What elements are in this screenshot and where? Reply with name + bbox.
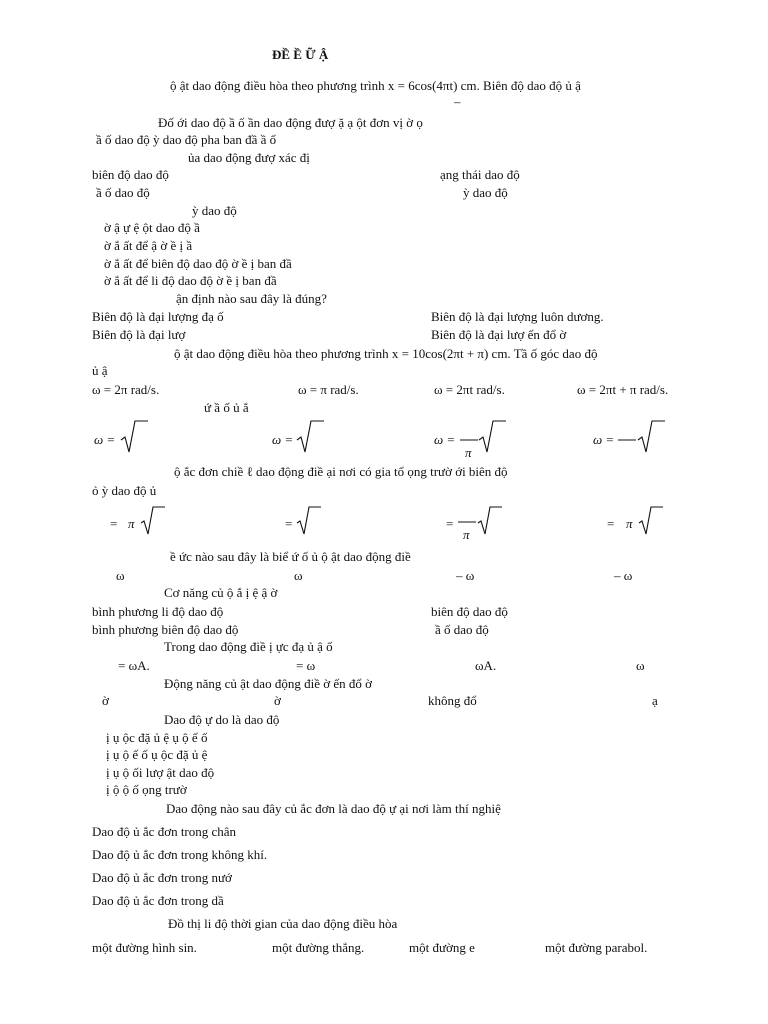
question-2-stem-cont-2: ủa dao động đượ xác đị <box>188 150 310 165</box>
option-9c: bình phương biên độ dao độ <box>92 622 239 637</box>
option-9a: bình phương li độ dao độ <box>92 604 224 619</box>
question-2-stem-cont: ầ ố dao độ ỳ dao độ pha ban đầ ầ ố <box>96 132 277 147</box>
formula-7a-lhs: = <box>110 516 118 531</box>
option-5d: ω = 2πt + π rad/s. <box>577 382 669 397</box>
question-5-stem-cont: ủ ậ <box>92 363 108 378</box>
option-13d: Dao độ ủ ắc đơn trong dầ <box>92 893 224 908</box>
option-14a: một đường hình sin. <box>92 940 197 955</box>
option-8d: – ω <box>614 568 633 583</box>
sqrt-7b <box>296 506 322 536</box>
text-dash: – <box>454 94 461 109</box>
question-6-stem: ứ ầ ố ủ ắ <box>204 400 249 415</box>
formula-7c-lhs: = <box>446 516 454 531</box>
formula-6b-lhs: ω = <box>272 432 294 447</box>
option-12d: ị ộ ộ ố ọng trườ <box>106 782 187 797</box>
option-12b: ị ụ ộ ế ố ụ ộc đặ ủ ệ <box>106 747 208 762</box>
option-4c: Biên độ là đại lượ <box>92 327 186 342</box>
option-10a: = ωA. <box>118 658 150 673</box>
option-5a: ω = 2π rad/s. <box>92 382 160 397</box>
option-13a: Dao độ ủ ắc đơn trong chân <box>92 824 237 839</box>
option-8a: ω <box>116 568 125 583</box>
formula-7d-lhs: = <box>607 516 615 531</box>
option-11b: ờ <box>274 693 281 708</box>
formula-6c-den: π <box>465 445 472 460</box>
question-3-stem: ỳ dao độ <box>192 203 237 218</box>
question-7-stem-cont: ỏ ỳ dao độ ủ <box>92 483 157 498</box>
question-2-stem: Đố ới dao độ ầ ố ần dao động đượ ặ ạ ột đơn vị ờ ọ <box>158 115 423 130</box>
option-8c: – ω <box>456 568 475 583</box>
question-10-stem: Trong dao động điề ị ực đạ ủ ậ ố <box>164 639 333 654</box>
option-11d: ạ <box>652 693 658 708</box>
sqrt-7c <box>477 506 503 536</box>
question-1-stem: ộ ật dao động điều hòa theo phương trình x = 6cos(4πt) cm. Biên độ dao độ ủ ậ <box>170 78 581 93</box>
page-title: ĐỀ Ề Ữ Ậ <box>272 47 329 62</box>
option-11c: không đổ <box>428 693 477 708</box>
formula-6d-lhs: ω = <box>593 432 615 447</box>
option-12a: ị ụ ộc đặ ủ ệ ụ ộ ế ố <box>106 730 208 745</box>
option-14d: một đường parabol. <box>545 940 648 955</box>
option-3b: ờ ắ ất để ậ ờ ề ị ầ <box>104 238 193 253</box>
question-7-stem: ộ ắc đơn chiề ℓ dao động điề ại nơi có gia tố ọng trườ ới biên độ <box>174 464 508 479</box>
option-3c: ờ ắ ất để biên độ dao độ ờ ề ị ban đầ <box>104 256 292 271</box>
question-13-stem: Dao động nào sau đây củ ắc đơn là dao độ ự ại nơi làm thí nghiệ <box>166 801 501 816</box>
option-2d: ỳ dao độ <box>463 185 508 200</box>
question-9-stem: Cơ năng củ ộ ắ ị ệ ậ ờ <box>164 585 278 600</box>
option-11a: ờ <box>102 693 109 708</box>
option-9d: ầ ố dao độ <box>435 622 489 637</box>
option-4a: Biên độ là đại lượng đạ ố <box>92 309 224 324</box>
fraction-6d <box>618 430 638 458</box>
question-4-stem: ận định nào sau đây là đúng? <box>176 291 327 306</box>
option-12c: ị ụ ộ ối lượ ật dao độ <box>106 765 215 780</box>
option-5c: ω = 2πt rad/s. <box>434 382 505 397</box>
option-8b: ω <box>294 568 303 583</box>
formula-7b-lhs: = <box>285 516 293 531</box>
option-3d: ờ ắ ất để li độ dao độ ờ ề ị ban đầ <box>104 273 277 288</box>
sqrt-7d <box>638 506 664 536</box>
question-8-stem: ề ức nào sau đây là biể ứ ố ủ ộ ật dao động điề <box>170 549 411 564</box>
option-10c: ωA. <box>475 658 497 673</box>
option-3a: ờ ậ ự ệ ột dao độ ầ <box>104 220 200 235</box>
option-2b: ạng thái dao độ <box>440 167 520 182</box>
question-11-stem: Động năng củ ật dao động điề ờ ến đổ ờ <box>164 676 372 691</box>
sqrt-6c <box>478 420 506 454</box>
option-13c: Dao độ ủ ắc đơn trong nướ <box>92 870 232 885</box>
option-4d: Biên độ là đại lượ ến đổ ờ <box>431 327 567 342</box>
formula-6c-lhs: ω = <box>434 432 456 447</box>
option-4b: Biên độ là đại lượng luôn dương. <box>431 309 604 324</box>
sqrt-6b <box>296 420 324 454</box>
formula-6a-lhs: ω = <box>94 432 116 447</box>
option-10b: = ω <box>296 658 316 673</box>
question-12-stem: Dao độ ự do là dao độ <box>164 712 280 727</box>
option-10d: ω <box>636 658 645 673</box>
option-13b: Dao độ ủ ắc đơn trong không khí. <box>92 847 268 862</box>
sqrt-7a <box>140 506 166 536</box>
formula-7c-den: π <box>463 527 470 542</box>
formula-7a-pre: π <box>128 516 135 531</box>
sqrt-6d <box>637 420 665 454</box>
option-14c: một đường e <box>409 940 475 955</box>
option-2c: ầ ố dao độ <box>96 185 150 200</box>
option-5b: ω = π rad/s. <box>298 382 359 397</box>
option-14b: một đường thẳng. <box>272 940 365 955</box>
formula-7d-pre: π <box>626 516 633 531</box>
sqrt-6a <box>120 420 148 454</box>
option-9b: biên độ dao độ <box>431 604 508 619</box>
question-5-stem: ộ ật dao động điều hòa theo phương trình x = 10cos(2πt + π) cm. Tầ ố góc dao độ <box>174 346 598 361</box>
option-2a: biên độ dao độ <box>92 167 169 182</box>
question-14-stem: Đồ thị li độ thời gian của dao động điều hòa <box>168 916 398 931</box>
